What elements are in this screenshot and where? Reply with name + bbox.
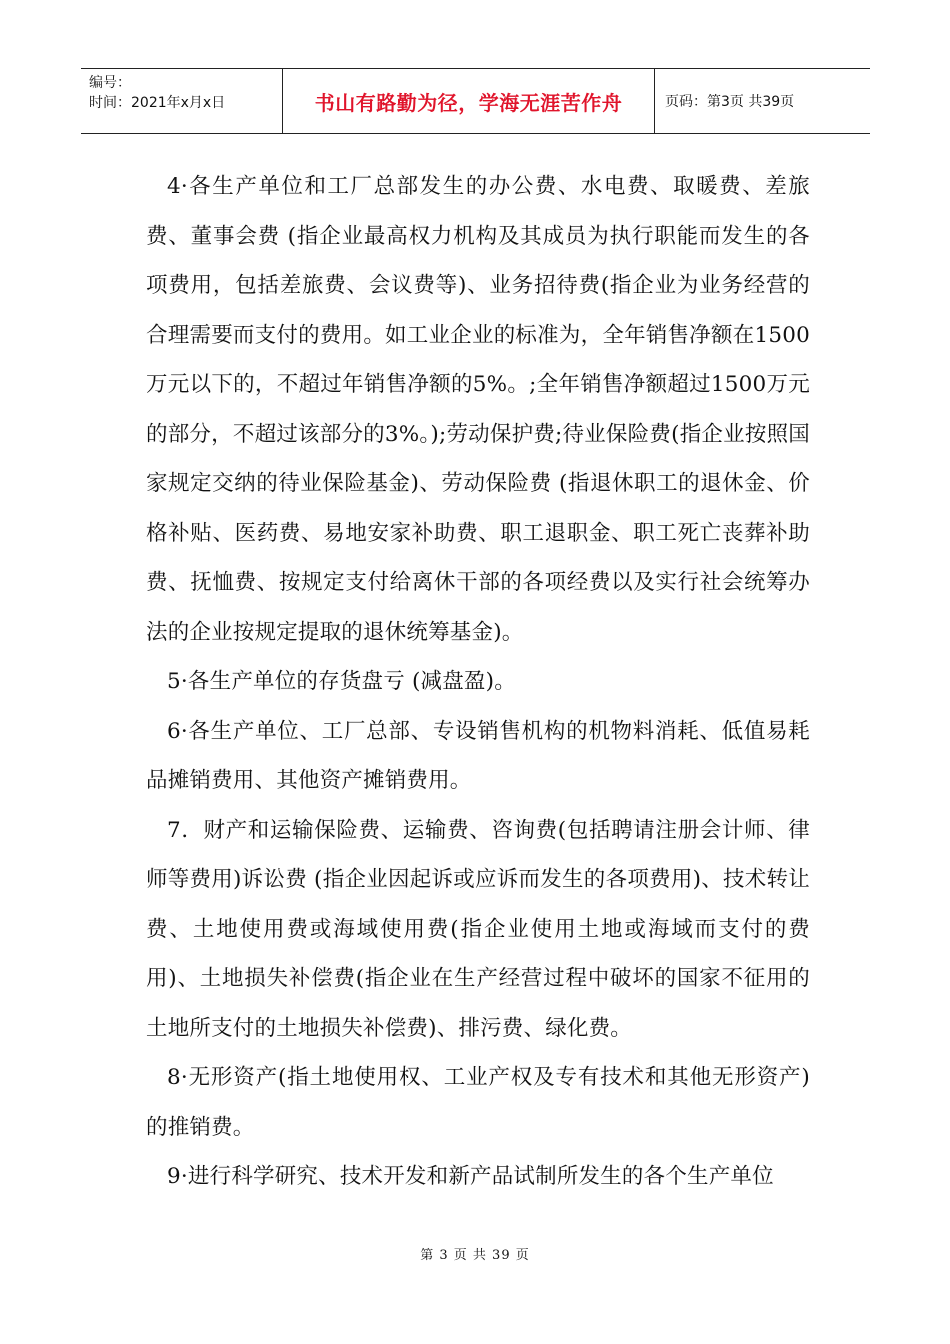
paragraph-7: 7．财产和运输保险费、运输费、咨询费(包括聘请注册会计师、律师等费用)诉讼费 (指企业因起诉或应诉而发生的各项费用)、技术转让费、土地使用费或海域使用费(指企业使用土地或海域而支付的费用)、土地损失补偿费(指企业在生产经营过程中破坏的国家不征用的土地所支付的土地损失补偿费)、排污费、绿化费。 <box>146 817 810 1041</box>
paragraph-6: 6·各生产单位、工厂总部、专设销售机构的机物料消耗、低值易耗品摊销费用、其他资产摊销费用。 <box>146 718 810 793</box>
page-footer: 第 3 页 共 39 页 <box>420 1248 530 1263</box>
paragraph-9: 9·进行科学研究、技术开发和新产品试制所发生的各个生产单位 <box>167 1164 774 1189</box>
header-meta <box>81 69 283 133</box>
document-header <box>81 68 870 134</box>
paragraph-5: 5·各生产单位的存货盘亏 (减盘盈)。 <box>167 669 516 694</box>
document-body <box>146 162 810 1202</box>
document-number-label: 编号： <box>89 75 131 91</box>
header-motto: 书山有路勤为径，学海无涯苦作舟 <box>283 69 655 133</box>
document-date: 时间：2021年x月x日 <box>89 95 226 111</box>
header-page-info: 页码：第3页 共39页 <box>665 94 795 110</box>
paragraph-4: 4·各生产单位和工厂总部发生的办公费、水电费、取暖费、差旅费、董事会费 (指企业最高权力机构及其成员为执行职能而发生的各项费用，包括差旅费、会议费等)、业务招待费(指企业为业务经营的合理需要而支付的费用。如工业企业的标准为，全年销售净额在1500万元以下的，不超过年销售净额的5%。;全年销售净额超过1500万元的部分，不超过该部分的3%。);劳动保护费;待业保险费(指企业按照国家规定交纳的待业保险基金)、劳动保险费 (指退休职工的退休金、价格补贴、医药费、易地安家补助费、职工退职金、职工死亡丧葬补助费、抚恤费、按规定支付给离休干部的各项经费以及实行社会统筹办法的企业按规定提取的退休统筹基金)。 <box>146 174 810 645</box>
paragraph-8: 8·无形资产(指土地使用权、工业产权及专有技术和其他无形资产)的推销费。 <box>146 1065 810 1140</box>
